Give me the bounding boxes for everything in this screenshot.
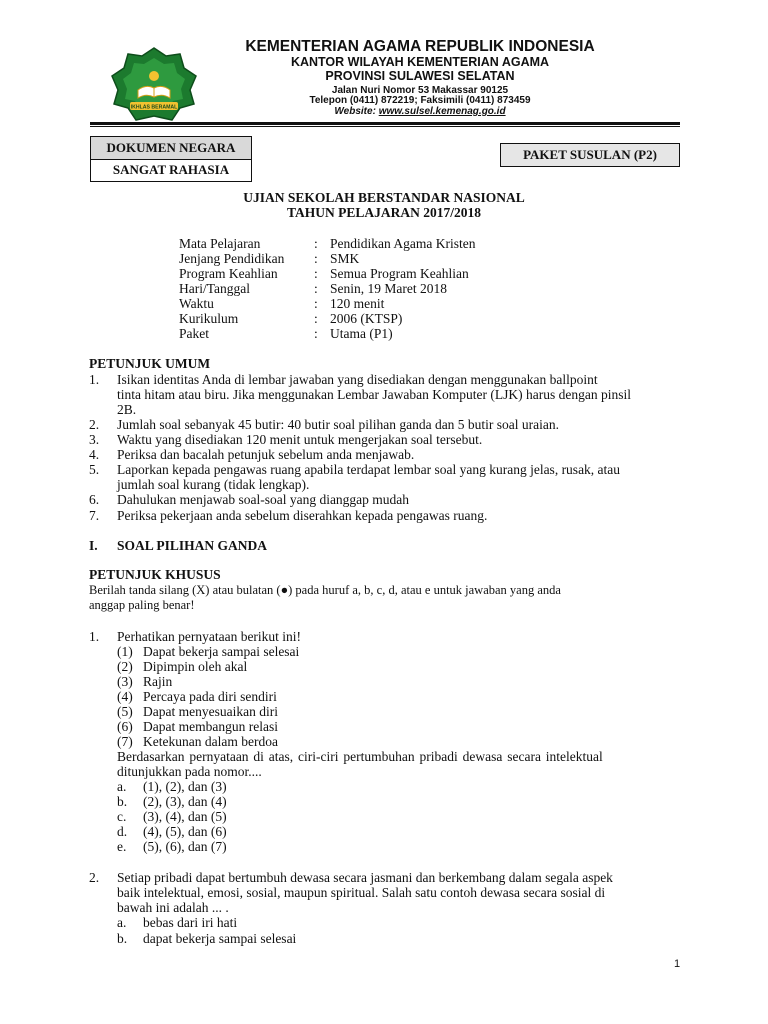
info-sep: :	[314, 236, 318, 251]
info-value: Senin, 19 Maret 2018	[330, 281, 447, 296]
option-key: b.	[117, 794, 128, 809]
instruction-num: 7.	[89, 508, 100, 523]
statement-num: (4)	[117, 689, 133, 704]
instruction-num: 1.	[89, 372, 100, 387]
instruction-num: 5.	[89, 462, 100, 477]
option-key: b.	[117, 931, 128, 946]
section-title: SOAL PILIHAN GANDA	[117, 538, 268, 553]
statement-num: (5)	[117, 704, 133, 719]
exam-title-line1: UJIAN SEKOLAH BERSTANDAR NASIONAL	[243, 190, 525, 205]
option-text: (1), (2), dan (3)	[143, 779, 227, 794]
phone-line: Telepon (0411) 872219; Faksimili (0411) 873459	[309, 95, 531, 106]
info-value: 2006 (KTSP)	[330, 311, 403, 326]
info-value: 120 menit	[330, 296, 385, 311]
option-key: a.	[117, 915, 127, 930]
info-value: Utama (P1)	[330, 326, 393, 341]
info-label: Paket	[179, 326, 209, 341]
package-box: PAKET SUSULAN (P2)	[500, 143, 680, 167]
info-label: Jenjang Pendidikan	[179, 251, 285, 266]
statement-text: Dapat membangun relasi	[143, 719, 278, 734]
special-instructions-line: Berilah tanda silang (X) atau bulatan (●) pada huruf a, b, c, d, atau e untuk jawaban yang anda	[89, 583, 561, 597]
info-sep: :	[314, 311, 318, 326]
statement-num: (3)	[117, 674, 133, 689]
header-rule-thin	[90, 126, 680, 127]
statement-num: (7)	[117, 734, 133, 749]
info-label: Kurikulum	[179, 311, 239, 326]
option-text: dapat bekerja sampai selesai	[143, 931, 297, 946]
section-number: I.	[89, 538, 98, 553]
instruction-text: Laporkan kepada pengawas ruang apabila terdapat lembar soal yang kurang jelas, rusak, atau	[117, 462, 621, 477]
question-number: 1.	[89, 629, 100, 644]
info-row	[179, 236, 260, 251]
website-line	[160, 106, 680, 118]
info-label: Mata Pelajaran	[179, 236, 261, 251]
instruction-num: 6.	[89, 492, 100, 507]
info-sep: :	[314, 251, 318, 266]
option-text: (2), (3), dan (4)	[143, 794, 227, 809]
statement-text: Dipimpin oleh akal	[143, 659, 248, 674]
statement-num: (2)	[117, 659, 133, 674]
question-text: Berdasarkan pernyataan di atas, ciri-ciri pertumbuhan pribadi dewasa secara intelektual	[117, 749, 603, 764]
instruction-text: Periksa pekerjaan anda sebelum diserahkan kepada pengawas ruang.	[117, 508, 488, 523]
info-value: Semua Program Keahlian	[330, 266, 469, 281]
question-text: Setiap pribadi dapat bertumbuh dewasa secara jasmani dan berkembang dalam segala aspek	[117, 870, 613, 885]
option-key: a.	[117, 779, 127, 794]
statement-num: (6)	[117, 719, 133, 734]
option-text: (3), (4), dan (5)	[143, 809, 227, 824]
instruction-num: 4.	[89, 447, 100, 462]
info-sep: :	[314, 296, 318, 311]
secrecy-box: SANGAT RAHASIA	[90, 159, 252, 182]
header-rule-thick	[90, 122, 680, 125]
info-sep: :	[314, 281, 318, 296]
exam-title-line2: TAHUN PELAJARAN 2017/2018	[286, 205, 481, 220]
instruction-text: Waktu yang disediakan 120 menit untuk mengerjakan soal tersebut.	[117, 432, 483, 447]
office-title: KANTOR WILAYAH KEMENTERIAN AGAMA	[290, 55, 550, 69]
option-text: (4), (5), dan (6)	[143, 824, 227, 839]
general-instructions-heading: PETUNJUK UMUM	[89, 356, 211, 371]
instruction-text: 2B.	[117, 402, 137, 417]
address-line: Jalan Nuri Nomor 53 Makassar 90125	[331, 85, 509, 96]
page-number: 1	[674, 958, 681, 970]
logo-motto: IKHLAS BERAMAL	[130, 104, 178, 111]
option-key: d.	[117, 824, 128, 839]
info-value: Pendidikan Agama Kristen	[330, 236, 476, 251]
instruction-text: Periksa dan bacalah petunjuk sebelum anda menjawab.	[117, 447, 415, 462]
website-link[interactable]: www.sulsel.kemenag.go.id	[378, 106, 506, 117]
special-instructions-line: anggap paling benar!	[89, 598, 195, 612]
option-text: bebas dari iri hati	[143, 915, 238, 930]
statement-text: Percaya pada diri sendiri	[143, 689, 277, 704]
instruction-num: 3.	[89, 432, 100, 447]
instruction-text: jumlah soal kurang (tidak lengkap).	[117, 477, 310, 492]
option-key: e.	[117, 839, 127, 854]
info-label: Waktu	[179, 296, 214, 311]
province-title: PROVINSI SULAWESI SELATAN	[325, 69, 515, 83]
special-instructions-heading: PETUNJUK KHUSUS	[89, 567, 221, 582]
question-text: baik intelektual, emosi, sosial, maupun spiritual. Salah satu contoh dewasa secara sosial di	[117, 885, 606, 900]
statement-text: Ketekunan dalam berdoa	[143, 734, 278, 749]
info-label: Hari/Tanggal	[179, 281, 251, 296]
question-text: bawah ini adalah ... .	[117, 900, 229, 915]
option-key: c.	[117, 809, 127, 824]
option-text: (5), (6), dan (7)	[143, 839, 227, 854]
question-text: ditunjukkan pada nomor....	[117, 764, 262, 779]
instruction-text: Isikan identitas Anda di lembar jawaban yang disediakan dengan menggunakan ballpoint	[117, 372, 598, 387]
statement-text: Rajin	[143, 674, 173, 689]
website-label: Website:	[334, 106, 376, 117]
statement-text: Dapat bekerja sampai selesai	[143, 644, 300, 659]
ministry-title: KEMENTERIAN AGAMA REPUBLIK INDONESIA	[245, 38, 595, 55]
question-stem: Perhatikan pernyataan berikut ini!	[117, 629, 302, 644]
statement-text: Dapat menyesuaikan diri	[143, 704, 278, 719]
instruction-text: Jumlah soal sebanyak 45 butir: 40 butir soal pilihan ganda dan 5 butir soal uraian.	[117, 417, 560, 432]
info-sep: :	[314, 266, 318, 281]
doc-class-box: DOKUMEN NEGARA	[90, 136, 252, 160]
info-value: SMK	[330, 251, 360, 266]
statement-num: (1)	[117, 644, 133, 659]
question-number: 2.	[89, 870, 100, 885]
instruction-num: 2.	[89, 417, 100, 432]
info-label: Program Keahlian	[179, 266, 278, 281]
info-sep: :	[314, 326, 318, 341]
instruction-text: Dahulukan menjawab soal-soal yang dianggap mudah	[117, 492, 410, 507]
instruction-text: tinta hitam atau biru. Jika menggunakan Lembar Jawaban Komputer (LJK) harus dengan pinsil	[117, 387, 631, 402]
